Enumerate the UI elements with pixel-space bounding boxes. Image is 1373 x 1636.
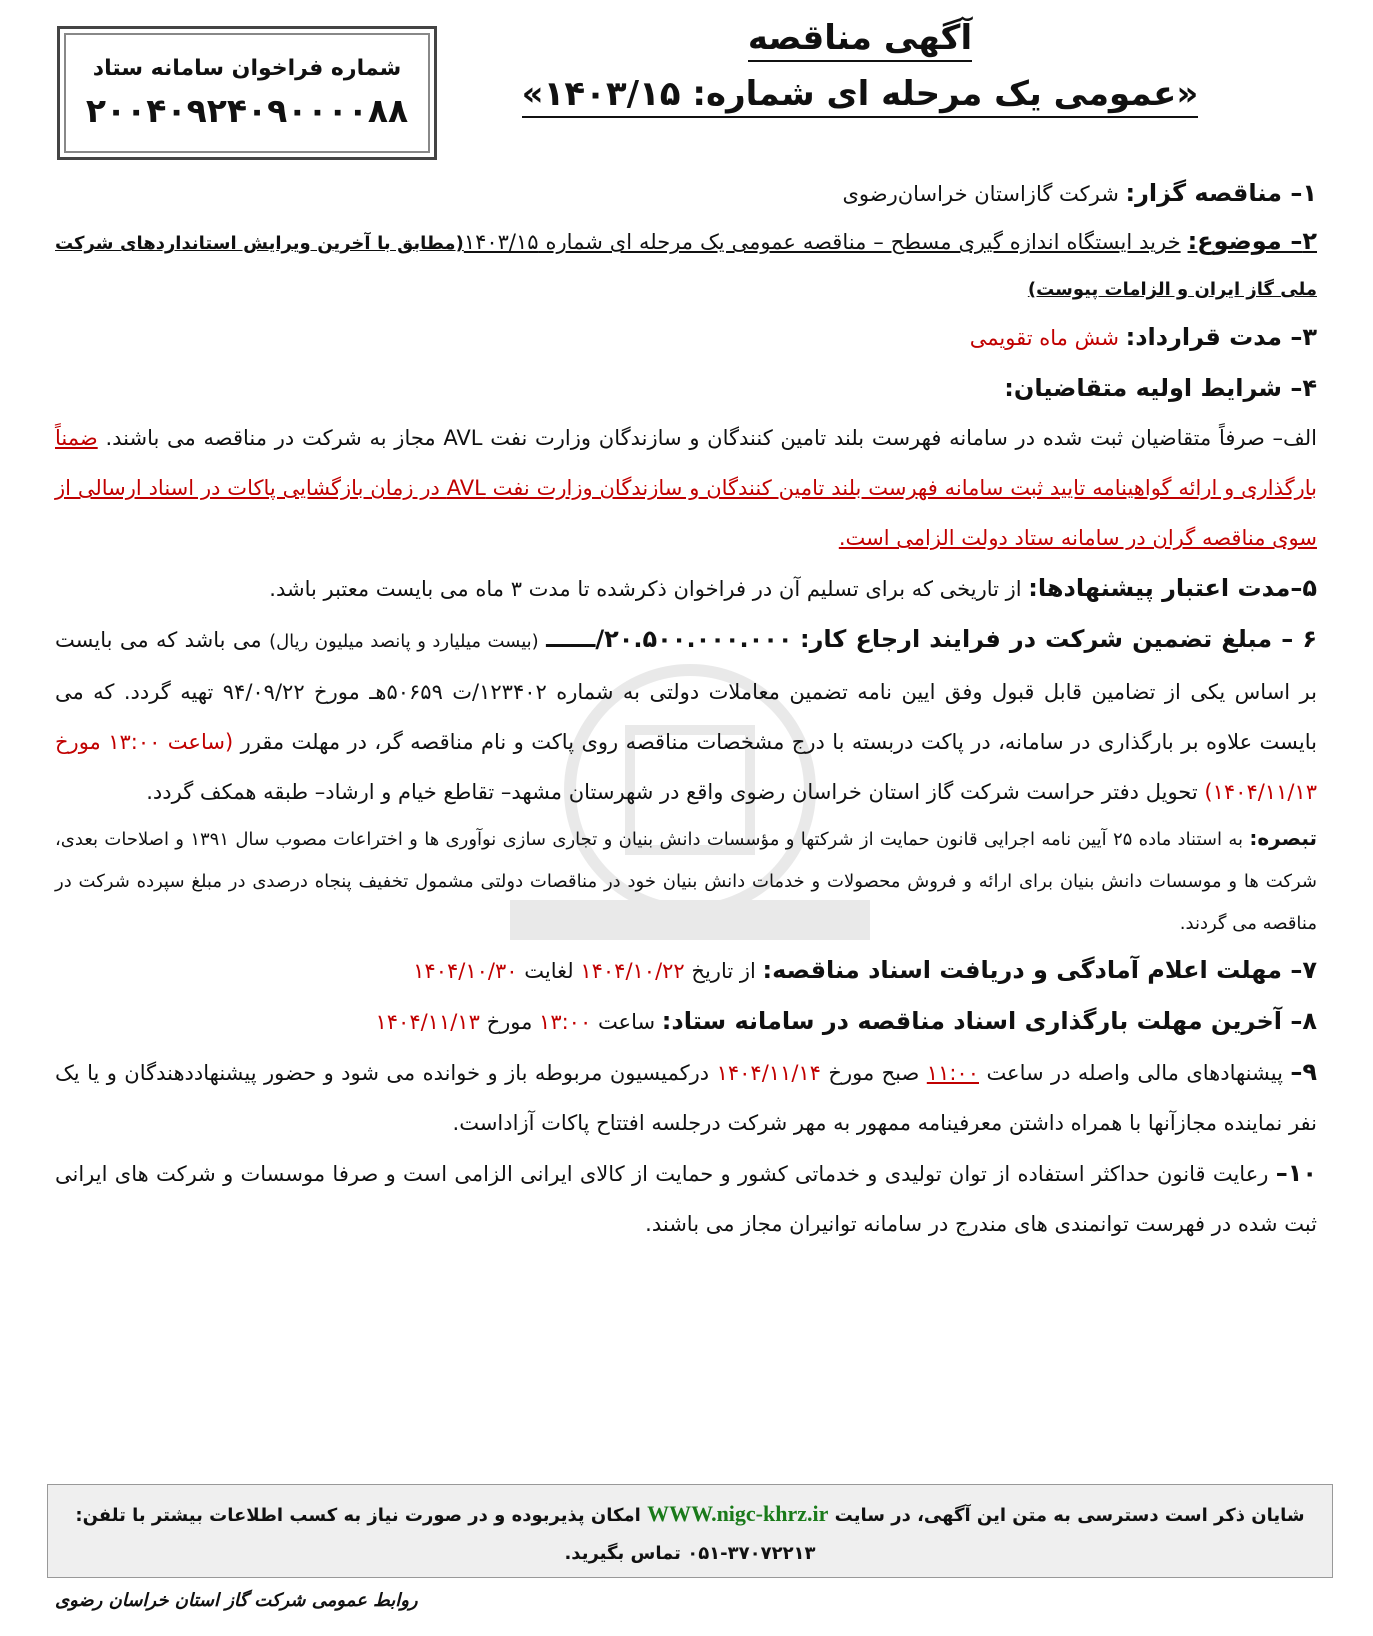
item-7-to-label: لغایت: [524, 959, 574, 983]
item-6-heading: ۶ – مبلغ تضمین شرکت در فرایند ارجاع کار:: [799, 625, 1317, 653]
item-6-text-2: تحویل دفتر حراست شرکت گاز استان خراسان رضوی واقع در شهرستان مشهد– تقاطع خیام و ارشاد– طبقه همکف گردد.: [146, 780, 1198, 804]
item-4: [55, 363, 1317, 563]
setad-reference-label: شماره فراخوان سامانه ستاد: [92, 56, 402, 81]
footer-text-3: تماس بگیرید.: [564, 1543, 681, 1564]
item-1: [55, 168, 1317, 219]
title-line-1: آگهی مناقصه: [748, 18, 972, 62]
item-3-text: شش ماه تقویمی: [969, 326, 1119, 350]
item-9-text-2: صبح مورخ: [828, 1061, 920, 1085]
setad-reference-number: ۲۰۰۴۰۹۲۴۰۹۰۰۰۰۸۸: [85, 91, 409, 130]
item-2-note: (مطابق با آخرین ویرایش استانداردهای شرکت ملی گاز ایران و الزامات پیوست): [55, 233, 1317, 300]
item-2: [55, 219, 1317, 312]
item-10-number: ۱۰–: [1275, 1159, 1317, 1187]
title-line-2: «عمومی یک مرحله ای شماره: ۱۴۰۳/۱۵»: [522, 74, 1199, 118]
item-2-text: خرید ایستگاه اندازه گیری مسطح – مناقصه عمومی یک مرحله ای شماره ۱۴۰۳/۱۵: [463, 230, 1181, 254]
footer-line-1: [48, 1495, 1332, 1535]
item-1-heading: ۱– مناقصه گزار:: [1125, 179, 1317, 207]
item-6-amount-words: (بیست میلیارد و پانصد میلیون ریال): [269, 631, 539, 652]
footer-line-2: [48, 1535, 1332, 1573]
footer-text-1: شایان ذکر است دسترسی به متن این آگهی، در سایت: [834, 1505, 1305, 1526]
item-7-start-date: ۱۴۰۴/۱۰/۲۲: [580, 959, 685, 983]
item-4-text-a: الف– صرفاً متقاضیان ثبت شده در سامانه فهرست بلند تامین کنندگان و سازندگان وزارت نفت AVL مجاز به شرکت در مناقصه می باشند.: [105, 426, 1318, 450]
item-9-date: ۱۴۰۴/۱۱/۱۴: [716, 1061, 821, 1085]
item-9-text-3: درکمیسیون مربوطه باز و خوانده می شود و حضور پیشنهاددهندگان و یا یک نفر نماینده مجازآنها با همراه داشتن معرفینامه ممهور به مهر شرکت درجلسه افتتاح پاکات آزاداست.: [55, 1061, 1317, 1135]
item-9-hour: ۱۱:۰۰: [926, 1061, 979, 1085]
item-8-date-label: مورخ: [486, 1010, 533, 1034]
item-9: [55, 1047, 1317, 1148]
item-3-heading: ۳– مدت قرارداد:: [1125, 323, 1317, 351]
item-7-heading: ۷– مهلت اعلام آمادگی و دریافت اسناد مناقصه:: [762, 956, 1317, 984]
setad-reference-box: [57, 26, 437, 160]
item-9-text-1: پیشنهادهای مالی واصله در ساعت: [986, 1061, 1283, 1085]
item-7-from-label: از تاریخ: [691, 959, 756, 983]
item-7-end-date: ۱۴۰۴/۱۰/۳۰: [413, 959, 518, 983]
item-6: [55, 614, 1317, 817]
item-7: [55, 945, 1317, 996]
item-6-amount: ۲۰.۵۰۰.۰۰۰.۰۰۰/ــــــ: [546, 625, 793, 653]
item-4-heading: ۴– شرایط اولیه متقاضیان:: [1004, 374, 1317, 402]
item-10-text: رعایت قانون حداکثر استفاده از توان تولیدی و خدماتی کشور و حمایت از کالای ایرانی الزامی است و صرفا موسسات و شرکت های ایرانی ثبت شده در فهرست توانمندی های مندرج در سامانه توانیران مجاز می باشند.: [55, 1162, 1317, 1236]
item-5-text: از تاریخی که برای تسلیم آن در فراخوان ذکرشده تا مدت ۳ ماه می بایست معتبر باشد.: [269, 577, 1022, 601]
item-8-date: ۱۴۰۴/۱۱/۱۳: [375, 1010, 480, 1034]
item-10: [55, 1148, 1317, 1249]
footer-text-2: امکان پذیربوده و در صورت نیاز به کسب اطلاعات بیشتر با تلفن:: [75, 1505, 641, 1526]
item-8-heading: ۸– آخرین مهلت بارگذاری اسناد مناقصه در سامانه ستاد:: [661, 1007, 1317, 1035]
note-heading: تبصره:: [1249, 826, 1317, 850]
item-8: [55, 996, 1317, 1047]
item-9-number: ۹–: [1290, 1058, 1318, 1086]
item-2-heading: ۲– موضوع:: [1187, 227, 1317, 255]
item-3: [55, 312, 1317, 363]
signature: روابط عمومی شرکت گاز استان خراسان رضوی: [55, 1590, 418, 1611]
footer-phone: ۰۵۱-۳۷۰۷۲۲۱۳: [687, 1543, 816, 1564]
item-4-text-required: ضمناً بارگذاری و ارائه گواهینامه تایید ثبت سامانه فهرست بلند تامین کنندگان و سازندگان وزارت نفت AVL در زمان بازگشایی پاکات در اسناد ارسالی از سوی مناقصه گران در سامانه ستاد دولت الزامی است.: [55, 426, 1317, 550]
footer-website-link[interactable]: WWW.nigc-khrz.ir: [647, 1501, 829, 1526]
note-text: به استناد ماده ۲۵ آیین نامه اجرایی قانون حمایت از شرکتها و مؤسسات دانش بنیان و تجاری سازی نوآوری ها و اختراعات مصوب سال ۱۳۹۱ و اصلاحات بعدی، شرکت ها و موسسات دانش بنیان برای ارائه و فروش محصولات و خدمات دانش بنیان خود در مناقصات دولتی مشمول تخفیف پنجاه درصدی در مبلغ سپرده شرکت در مناقصه می گردند.: [55, 829, 1317, 934]
notice-body: [55, 168, 1317, 1249]
item-6-deadline: (ساعت ۱۳:۰۰ مورخ ۱۴۰۴/۱۱/۱۳): [55, 730, 1317, 804]
item-8-hour-label: ساعت: [597, 1010, 656, 1034]
item-5-heading: ۵–مدت اعتبار پیشنهادها:: [1028, 574, 1317, 602]
item-6-text-1: می باشد که می بایست بر اساس یکی از تضامین قابل قبول وفق ایین نامه تضمین معاملات دولتی به شماره ۱۲۳۴۰۲/ت ۵۰۶۵۹هـ مورخ ۹۴/۰۹/۲۲ تهیه گردد. که می بایست علاوه بر بارگذاری در سامانه، در پاکت دربسته با درج مشخصات مناقصه روی پاکت و نام مناقصه گر، در مهلت مقرر: [55, 628, 1317, 754]
footer-info-box: [47, 1484, 1333, 1578]
note-paragraph: [55, 817, 1317, 945]
notice-title: [480, 18, 1240, 118]
item-5: [55, 563, 1317, 614]
item-8-hour: ۱۳:۰۰: [539, 1010, 592, 1034]
item-1-text: شرکت گازاستان خراسان‌رضوی: [842, 182, 1119, 206]
